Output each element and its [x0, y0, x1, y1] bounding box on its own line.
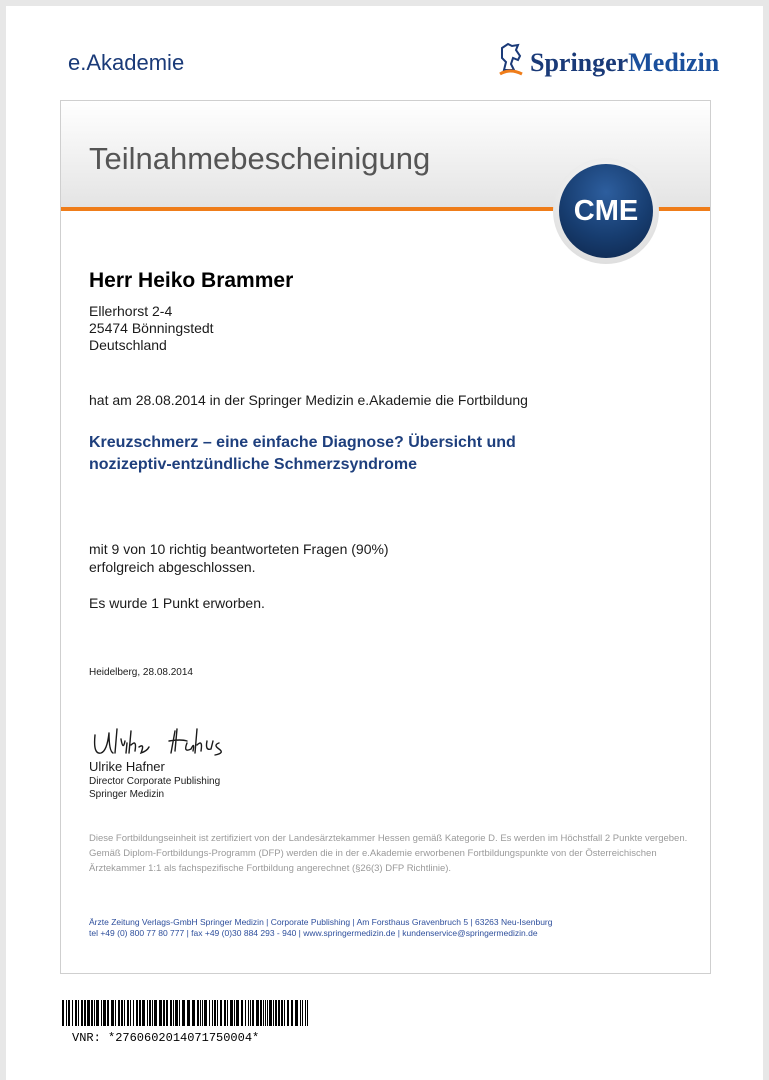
barcode-bar: [227, 1000, 228, 1026]
signer-name: Ulrike Hafner: [89, 759, 165, 774]
barcode-bar: [236, 1000, 239, 1026]
barcode-bar: [217, 1000, 218, 1026]
barcode-bar: [302, 1000, 303, 1026]
barcode-bar: [154, 1000, 157, 1026]
cme-badge-label: CME: [559, 164, 653, 258]
barcode-bar: [94, 1000, 95, 1026]
barcode-bar: [84, 1000, 86, 1026]
place-date: Heidelberg, 28.08.2014: [89, 667, 193, 678]
barcode-bar: [179, 1000, 180, 1026]
barcode-bar: [197, 1000, 199, 1026]
certificate-title: Teilnahmebescheinigung: [89, 141, 431, 176]
barcode-bar: [192, 1000, 195, 1026]
barcode-bar: [107, 1000, 109, 1026]
address-line: Ellerhorst 2-4: [89, 303, 173, 319]
barcode-bar: [152, 1000, 153, 1026]
barcode-bar: [287, 1000, 289, 1026]
course-title-line: Kreuzschmerz – eine einfache Diagnose? Übersicht und: [89, 434, 516, 451]
course-title-line: nozizeptiv-entzündliche Schmerzsyndrome: [89, 456, 418, 473]
footer-contact: tel +49 (0) 800 77 80 777 | fax +49 (0)30 884 293 - 940 | www.springermedizin.de | kundenservice@springermedizin.de: [89, 928, 538, 938]
recipient-address: [89, 303, 214, 354]
footer-address: Ärzte Zeitung Verlags-GmbH Springer Medizin | Corporate Publishing | Am Forsthaus Gravenbruch 5 | 63263 Neu-Isenburg: [89, 917, 553, 927]
certificate-card: [60, 100, 711, 974]
barcode-bar: [252, 1000, 254, 1026]
barcode-bar: [163, 1000, 165, 1026]
barcode-bar: [139, 1000, 141, 1026]
legal-note: Diese Fortbildungseinheit ist zertifiziert von der Landesärztekammer Hessen gemäß Kategorie D. Es werden im Höchstfall 2 Punkte vergeben. Gemäß Diplom-Fortbildungs-Programm (DFP) werden die in der e.Akademie erworbenen Fortbildungspunkte von der Österreichischen Ärztekammer 1:1 als fachspezifische Fortbildung angerechnet (§26(3) DFP Richtlinie).: [89, 833, 688, 874]
vnr-number: VNR: *2760602014071750004*: [72, 1031, 260, 1045]
barcode-bar: [275, 1000, 277, 1026]
barcode-bar: [202, 1000, 203, 1026]
barcode-bar: [256, 1000, 259, 1026]
signer-company: Springer Medizin: [89, 789, 165, 800]
recipient-name: Herr Heiko Brammer: [89, 269, 294, 292]
barcode-bar: [166, 1000, 168, 1026]
barcode-bar: [209, 1000, 210, 1026]
eakademie-logo: e.Akademie: [68, 50, 185, 75]
handwritten-signature: [91, 721, 251, 763]
result-line: mit 9 von 10 richtig beantworteten Fragen (90%): [89, 541, 389, 557]
barcode-bar: [250, 1000, 251, 1026]
barcode-bar: [133, 1000, 134, 1026]
course-title: [89, 432, 516, 476]
barcode-bar: [147, 1000, 148, 1026]
barcode-bar: [149, 1000, 151, 1026]
barcode-bar: [284, 1000, 285, 1026]
barcode-bar: [115, 1000, 116, 1026]
barcode-bar: [62, 1000, 64, 1026]
barcode-bar: [187, 1000, 190, 1026]
barcode-bar: [307, 1000, 308, 1026]
barcode-bar: [72, 1000, 73, 1026]
barcode-bar: [175, 1000, 178, 1026]
barcode-bar: [142, 1000, 145, 1026]
address-line: Deutschland: [89, 337, 167, 353]
barcode-bar: [173, 1000, 174, 1026]
barcode-bar: [136, 1000, 138, 1026]
points-text: Es wurde 1 Punkt erworben.: [89, 595, 265, 611]
signer-role: [89, 775, 220, 801]
barcode-bar: [159, 1000, 162, 1026]
barcode-bar: [182, 1000, 185, 1026]
barcode-bar: [305, 1000, 306, 1026]
barcode-bar: [204, 1000, 207, 1026]
address-line: 25474 Bönningstedt: [89, 320, 214, 336]
barcode-bar: [245, 1000, 246, 1026]
barcode-bar: [248, 1000, 249, 1026]
barcode-bar: [130, 1000, 131, 1026]
barcode-bar: [234, 1000, 235, 1026]
barcode-bar: [291, 1000, 293, 1026]
barcode-bar: [96, 1000, 99, 1026]
barcode-bar: [269, 1000, 272, 1026]
barcode-bar: [220, 1000, 222, 1026]
barcode-bar: [241, 1000, 243, 1026]
horse-head-icon: [494, 42, 526, 78]
barcode-bar: [68, 1000, 70, 1026]
barcode-bar: [200, 1000, 201, 1026]
barcode-bar: [124, 1000, 125, 1026]
barcode-bar: [121, 1000, 123, 1026]
barcode-bar: [103, 1000, 106, 1026]
barcode-bar: [212, 1000, 213, 1026]
cme-badge: [553, 158, 659, 264]
barcode-bar: [66, 1000, 67, 1026]
barcode-bar: [75, 1000, 77, 1026]
barcode-bar: [127, 1000, 129, 1026]
barcode-bar: [281, 1000, 283, 1026]
barcode-bar: [170, 1000, 172, 1026]
certificate-page: [6, 6, 763, 1080]
barcode-bar: [87, 1000, 90, 1026]
medizin-wordmark: Medizin: [628, 48, 720, 77]
barcode-bar: [101, 1000, 102, 1026]
barcode-bar: [295, 1000, 298, 1026]
barcode-bar: [263, 1000, 264, 1026]
barcode-bar: [81, 1000, 83, 1026]
signer-title: Director Corporate Publishing: [89, 776, 221, 787]
springer-wordmark: Springer: [530, 48, 629, 77]
barcode-bar: [267, 1000, 268, 1026]
springer-medizin-logo: [494, 40, 720, 80]
barcode-bar: [300, 1000, 301, 1026]
barcode-bar: [78, 1000, 79, 1026]
barcode-bar: [260, 1000, 262, 1026]
barcode-bar: [118, 1000, 120, 1026]
intro-text: hat am 28.08.2014 in der Springer Medizin e.Akademie die Fortbildung: [89, 392, 528, 408]
barcode-bar: [230, 1000, 233, 1026]
publisher-footer: [89, 917, 699, 939]
result-line: erfolgreich abgeschlossen.: [89, 559, 256, 575]
barcode: [62, 1000, 312, 1026]
barcode-bar: [111, 1000, 114, 1026]
barcode-bar: [278, 1000, 280, 1026]
barcode-bar: [265, 1000, 266, 1026]
barcode-bar: [273, 1000, 274, 1026]
barcode-bar: [224, 1000, 226, 1026]
barcode-bar: [214, 1000, 216, 1026]
barcode-bar: [91, 1000, 93, 1026]
result-text: [89, 540, 389, 576]
